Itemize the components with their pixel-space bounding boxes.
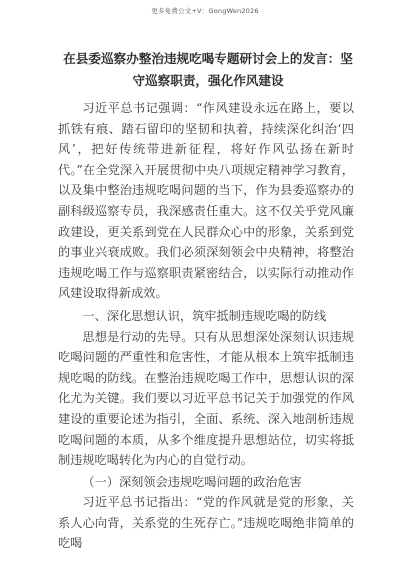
subsection-heading: （一）深刻领会违规吃喝问题的政治危害	[82, 474, 302, 489]
section-heading: 一、深化思想认识，筑牢抵制违规吃喝的防线	[82, 308, 327, 323]
document-body	[58, 98, 354, 554]
body-paragraph: 思想是行动的先导。只有从思想深处深刻认识违规吃喝问题的严重性和危害性，才能从根本上筑牢抵制违规吃喝的防线。在整治违规吃喝工作中，思想认识的深化尤为关键。我们要以习近平总书记关于加强党的作风建设的重要论述为指引，全面、系统、深入地剖析违规吃喝问题的本质，从多个维度提升思想站位，切实将抵制违规吃喝转化为内心的自觉行动。	[58, 329, 354, 468]
document-title: 在县委巡察办整治违规吃喝专题研讨会上的发言：坚守巡察职责，强化作风建设	[63, 51, 353, 88]
header-note: 更多免费公文+V：GongWen2026	[151, 7, 259, 15]
body-paragraph: 习近平总书记指出：“党的作风就是党的形象，关系人心向背，关系党的生死存亡。”违规吃喝绝非简单的吃喝	[58, 495, 354, 551]
intro-paragraph: 习近平总书记强调：“作风建设永远在路上，要以抓铁有痕、踏石留印的坚韧和执着，持续深化纠治‘四风’，把好传统带进新征程，将好作风弘扬在新时代。”在全党深入开展贯彻中央八项规定精神学习教育，以及集中整治违规吃喝问题的当下，作为县委巡察办的副科级巡察专员，我深感责任重大。这不仅关乎党风廉政建设，更关系到党在人民群众心中的形象，关系到党的事业兴衰成败。我们必须深刻领会中央精神，将整治违规吃喝工作与巡察职责紧密结合，以实际行动推动作风建设取得新成效。	[58, 101, 354, 301]
